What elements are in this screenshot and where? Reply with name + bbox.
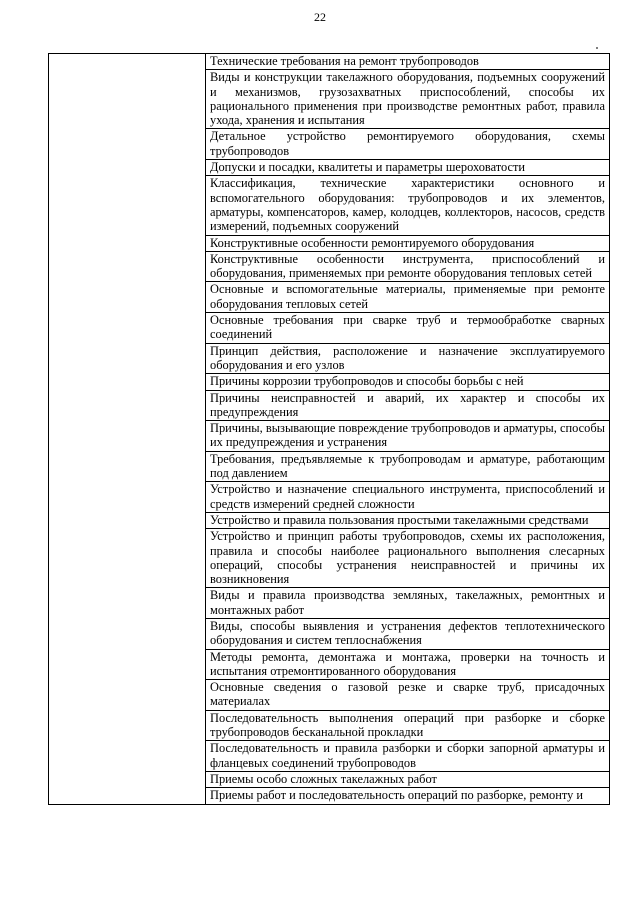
table-cell: Приемы работ и последовательность операций по разборке, ремонту и	[206, 788, 610, 804]
table-cell: Требования, предъявляемые к трубопроводам и арматуре, работающим под давлением	[206, 451, 610, 482]
table-cell: Последовательность выполнения операций при разборке и сборке трубопроводов бесканальной прокладки	[206, 710, 610, 741]
table-cell: Устройство и принцип работы трубопроводов, схемы их расположения, правила и способы наиболее рационального выполнения слесарных операций, способы устранения неисправностей и причины их возникновения	[206, 529, 610, 588]
table-cell: Методы ремонта, демонтажа и монтажа, проверки на точность и испытания отремонтированного оборудования	[206, 649, 610, 680]
table-cell: Технические требования на ремонт трубопроводов	[206, 54, 610, 70]
page-number: 22	[314, 10, 326, 24]
table-cell: Допуски и посадки, квалитеты и параметры шероховатости	[206, 160, 610, 176]
table-cell: Конструктивные особенности ремонтируемого оборудования	[206, 235, 610, 251]
table-cell: Конструктивные особенности инструмента, приспособлений и оборудования, применяемых при ремонте оборудования тепловых сетей	[206, 251, 610, 282]
table-cell: Устройство и правила пользования простыми такелажными средствами	[206, 512, 610, 528]
requirements-table	[48, 53, 610, 805]
table-cell: Виды и правила производства земляных, такелажных, ремонтных и монтажных работ	[206, 588, 610, 619]
table-row	[49, 54, 610, 70]
table-cell: Виды и конструкции такелажного оборудования, подъемных сооружений и механизмов, грузозахватных приспособлений, способы их рационального применения при производстве ремонтных работ, правила ухода, хранения и испытания	[206, 70, 610, 129]
table-cell: Основные и вспомогательные материалы, применяемые при ремонте оборудования тепловых сетей	[206, 282, 610, 313]
table-cell: Причины коррозии трубопроводов и способы борьбы с ней	[206, 374, 610, 390]
table-cell: Принцип действия, расположение и назначение эксплуатируемого оборудования и его узлов	[206, 343, 610, 374]
table-cell: Приемы особо сложных такелажных работ	[206, 771, 610, 787]
table-cell: Причины неисправностей и аварий, их характер и способы их предупреждения	[206, 390, 610, 421]
table-cell: Основные сведения о газовой резке и сварке труб, присадочных материалах	[206, 680, 610, 711]
table-cell: Последовательность и правила разборки и сборки запорной арматуры и фланцевых соединений трубопроводов	[206, 741, 610, 772]
table-cell: Устройство и назначение специального инструмента, приспособлений и средств измерений средней сложности	[206, 482, 610, 513]
table-cell: Причины, вызывающие повреждение трубопроводов и арматуры, способы их предупреждения и устранения	[206, 421, 610, 452]
table-cell: Классификация, технические характеристики основного и вспомогательного оборудования: трубопроводов и их элементов, арматуры, компенсаторов, камер, колодцев, коллекторов, насосов, средств измерений, подъемных сооружений	[206, 176, 610, 235]
table-cell: Детальное устройство ремонтируемого оборудования, схемы трубопроводов	[206, 129, 610, 160]
left-column-cell	[49, 54, 206, 805]
table-cell: Виды, способы выявления и устранения дефектов теплотехнического оборудования и систем теплоснабжения	[206, 618, 610, 649]
scan-speck	[596, 47, 598, 49]
table-cell: Основные требования при сварке труб и термообработке сварных соединений	[206, 313, 610, 344]
